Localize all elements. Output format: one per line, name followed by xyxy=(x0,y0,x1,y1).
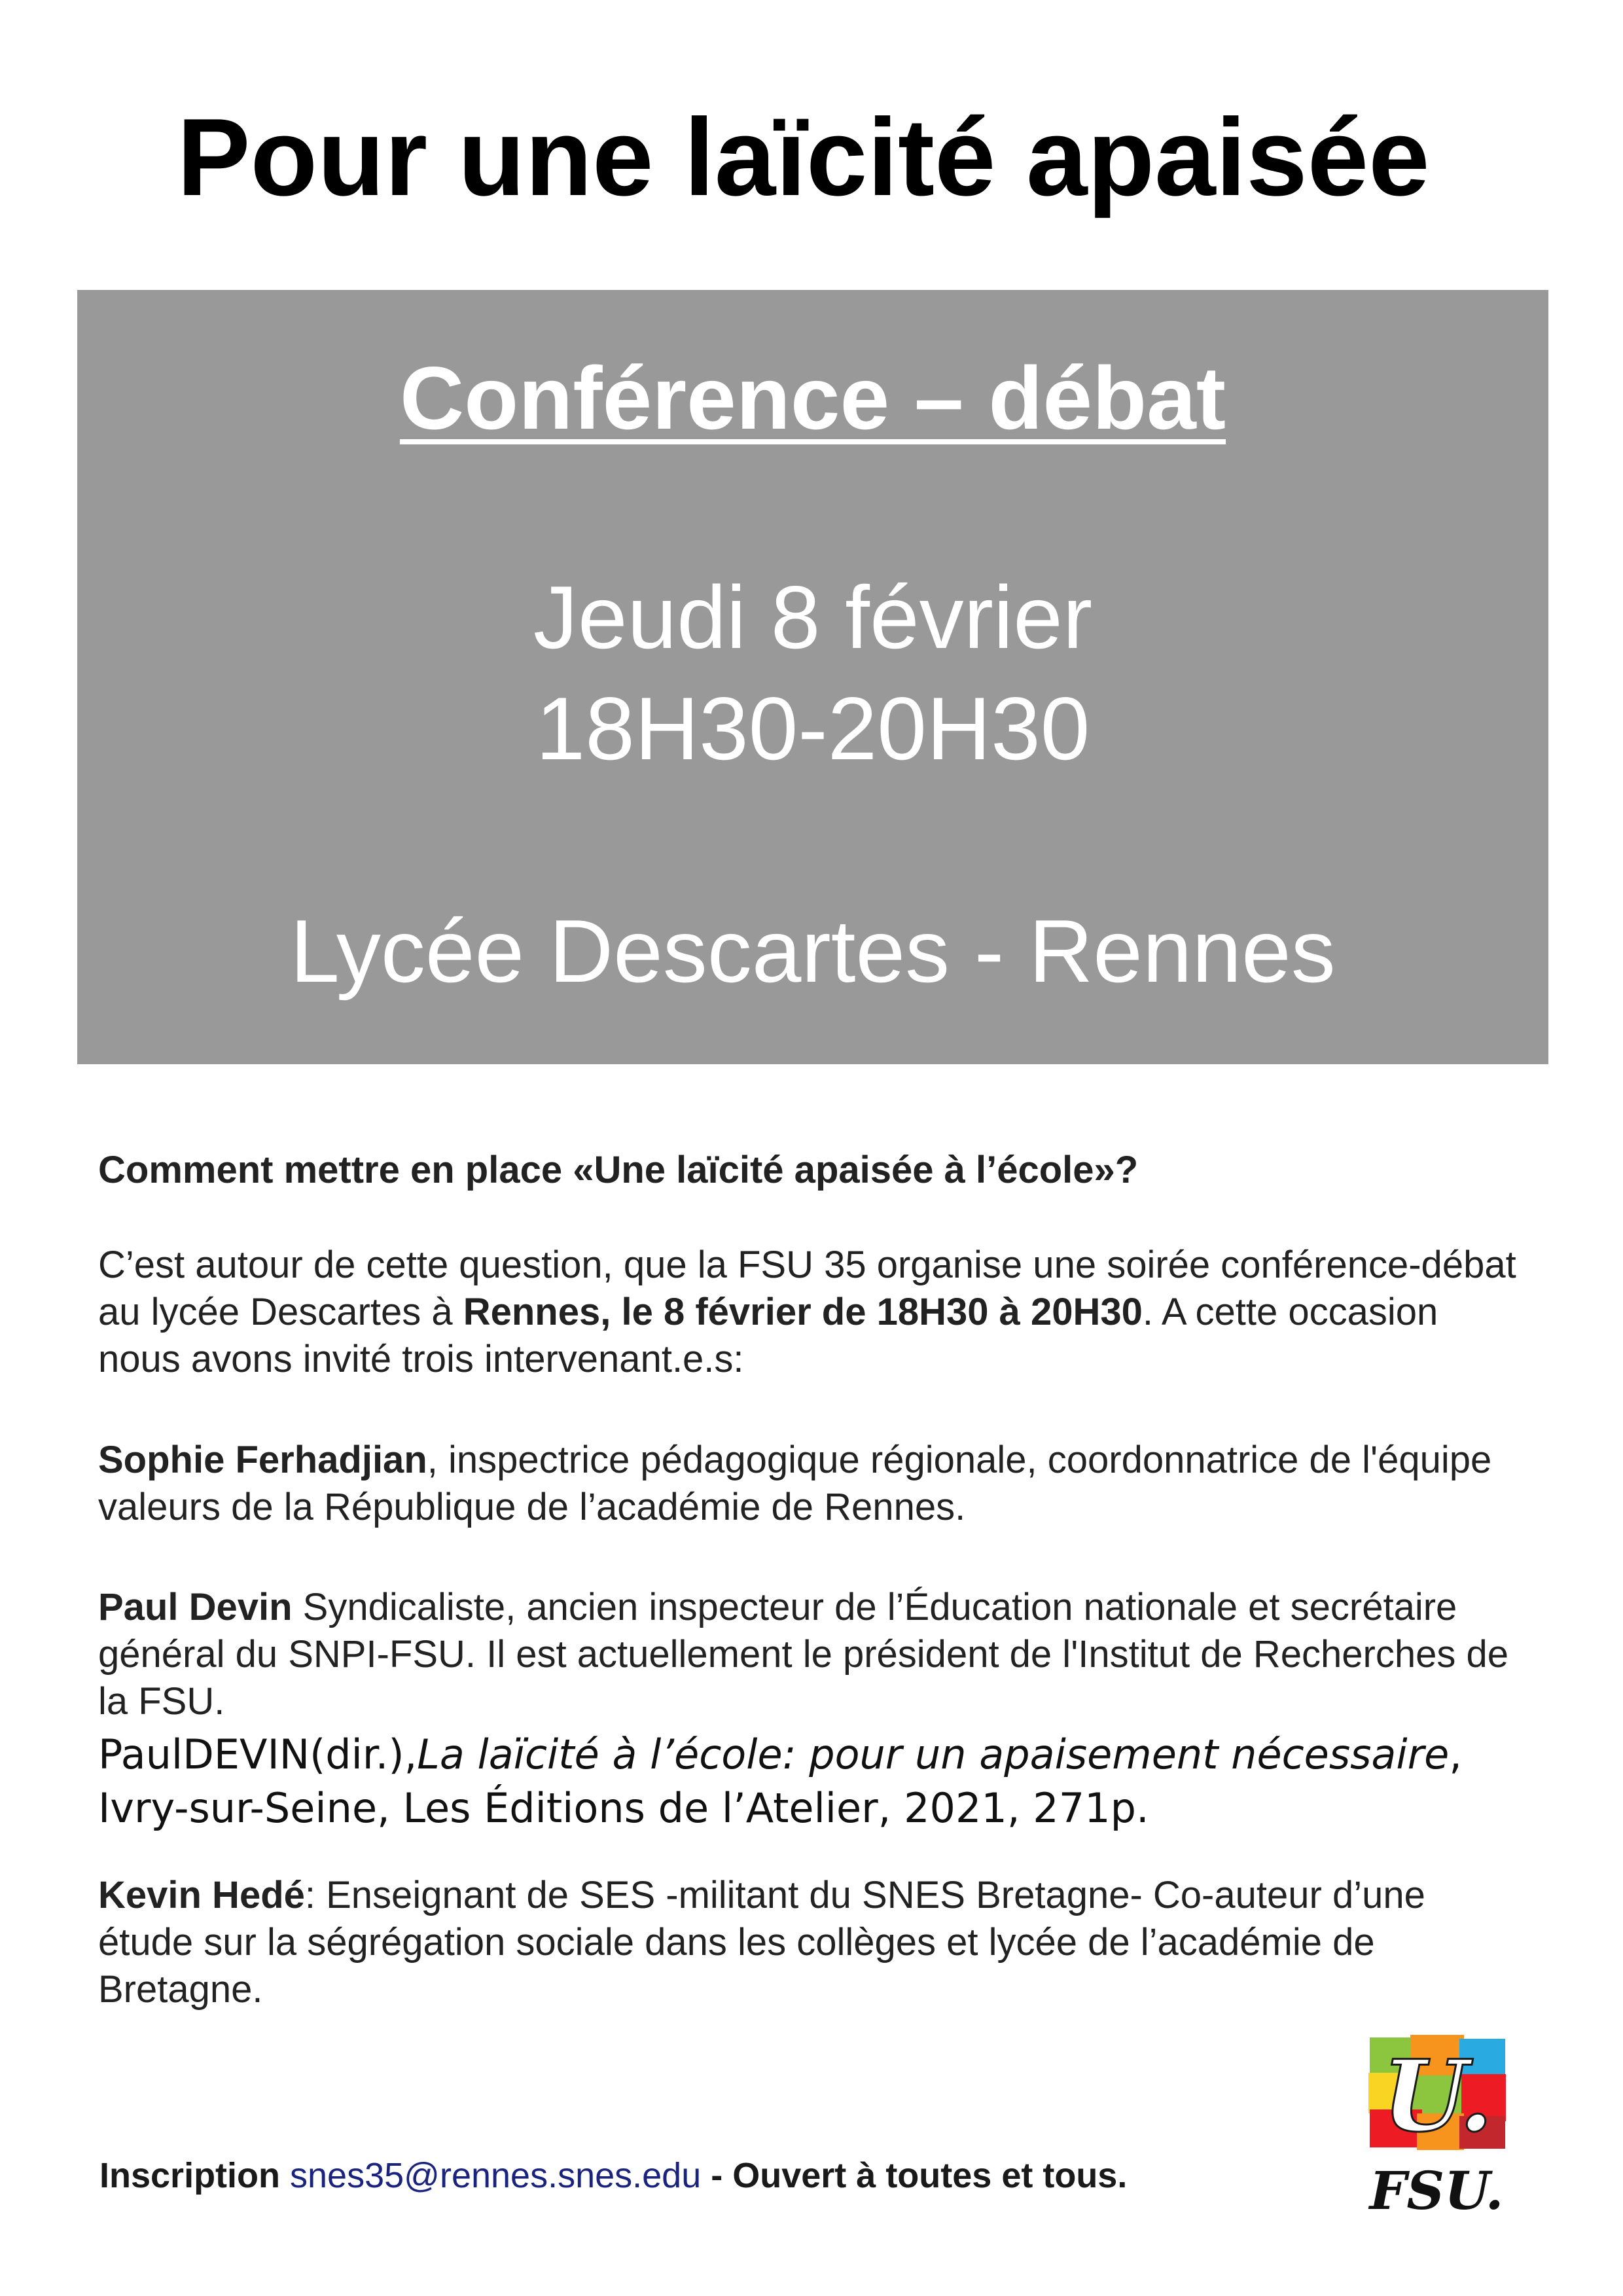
speaker-name: Sophie Ferhadjian xyxy=(98,1439,427,1481)
intro-paragraph xyxy=(98,1242,1525,1383)
banner-heading: Conférence – débat xyxy=(399,348,1226,448)
lead-question: Comment mettre en place «Une laïcité apaisée à l’école»? xyxy=(98,1149,1139,1191)
event-time: 18H30-20H30 xyxy=(535,679,1090,778)
speaker-paragraph xyxy=(98,1584,1525,1725)
logo-text: FSU. xyxy=(1369,2160,1504,2221)
event-date: Jeudi 8 février xyxy=(533,567,1093,667)
speaker-paragraph xyxy=(98,1872,1525,2013)
book-author: PaulDEVIN(dir.), xyxy=(98,1731,418,1778)
logo-letter: U. xyxy=(1382,2039,1493,2154)
speaker-description: Syndicaliste, ancien inspecteur de l’Éducation nationale et secrétaire général du SNPI-FSU. Il est actuellement le président de l'Institut de Recherches de la FSU. xyxy=(98,1586,1508,1723)
speaker-description: , inspectrice pédagogique régionale, coordonnatrice de l'équipe valeurs de la République de l’académie de Rennes. xyxy=(98,1439,1492,1528)
book-reference xyxy=(98,1728,1558,1835)
book-details: , Ivry-sur-Seine, Les Éditions de l’Atelier, 2021, 271p. xyxy=(98,1731,1463,1832)
email-link[interactable]: snes35@rennes.snes.edu xyxy=(290,2156,702,2195)
page-title: Pour une laïcité apaisée xyxy=(177,96,1430,219)
footer-prefix: Inscription xyxy=(99,2156,291,2195)
registration-footer xyxy=(99,2155,1127,2197)
speaker-paragraph xyxy=(98,1437,1525,1531)
speaker-name: Kevin Hedé xyxy=(98,1874,305,1916)
intro-bold: Rennes, le 8 février de 18H30 à 20H30 xyxy=(463,1291,1143,1333)
intro-text-end: . A cette occasion nous avons invité trois intervenant.e.s: xyxy=(98,1291,1438,1380)
fsu-logo xyxy=(1364,2032,1508,2222)
speaker-name: Paul Devin xyxy=(98,1586,293,1628)
footer-suffix: - Ouvert à toutes et tous. xyxy=(701,2156,1128,2195)
event-venue: Lycée Descartes - Rennes xyxy=(290,901,1336,1001)
speaker-description: : Enseignant de SES -militant du SNES Bretagne- Co-auteur d’une étude sur la ségrégation sociale dans les collèges et lycée de l’académie de Bretagne. xyxy=(98,1874,1425,2011)
intro-text: C’est autour de cette question, que la FSU 35 organise une soirée conférence-débat au lycée Descartes à xyxy=(98,1244,1516,1333)
event-banner xyxy=(77,290,1548,1064)
book-title: La laïcité à l’école: pour un apaisement nécessaire xyxy=(417,1731,1450,1778)
